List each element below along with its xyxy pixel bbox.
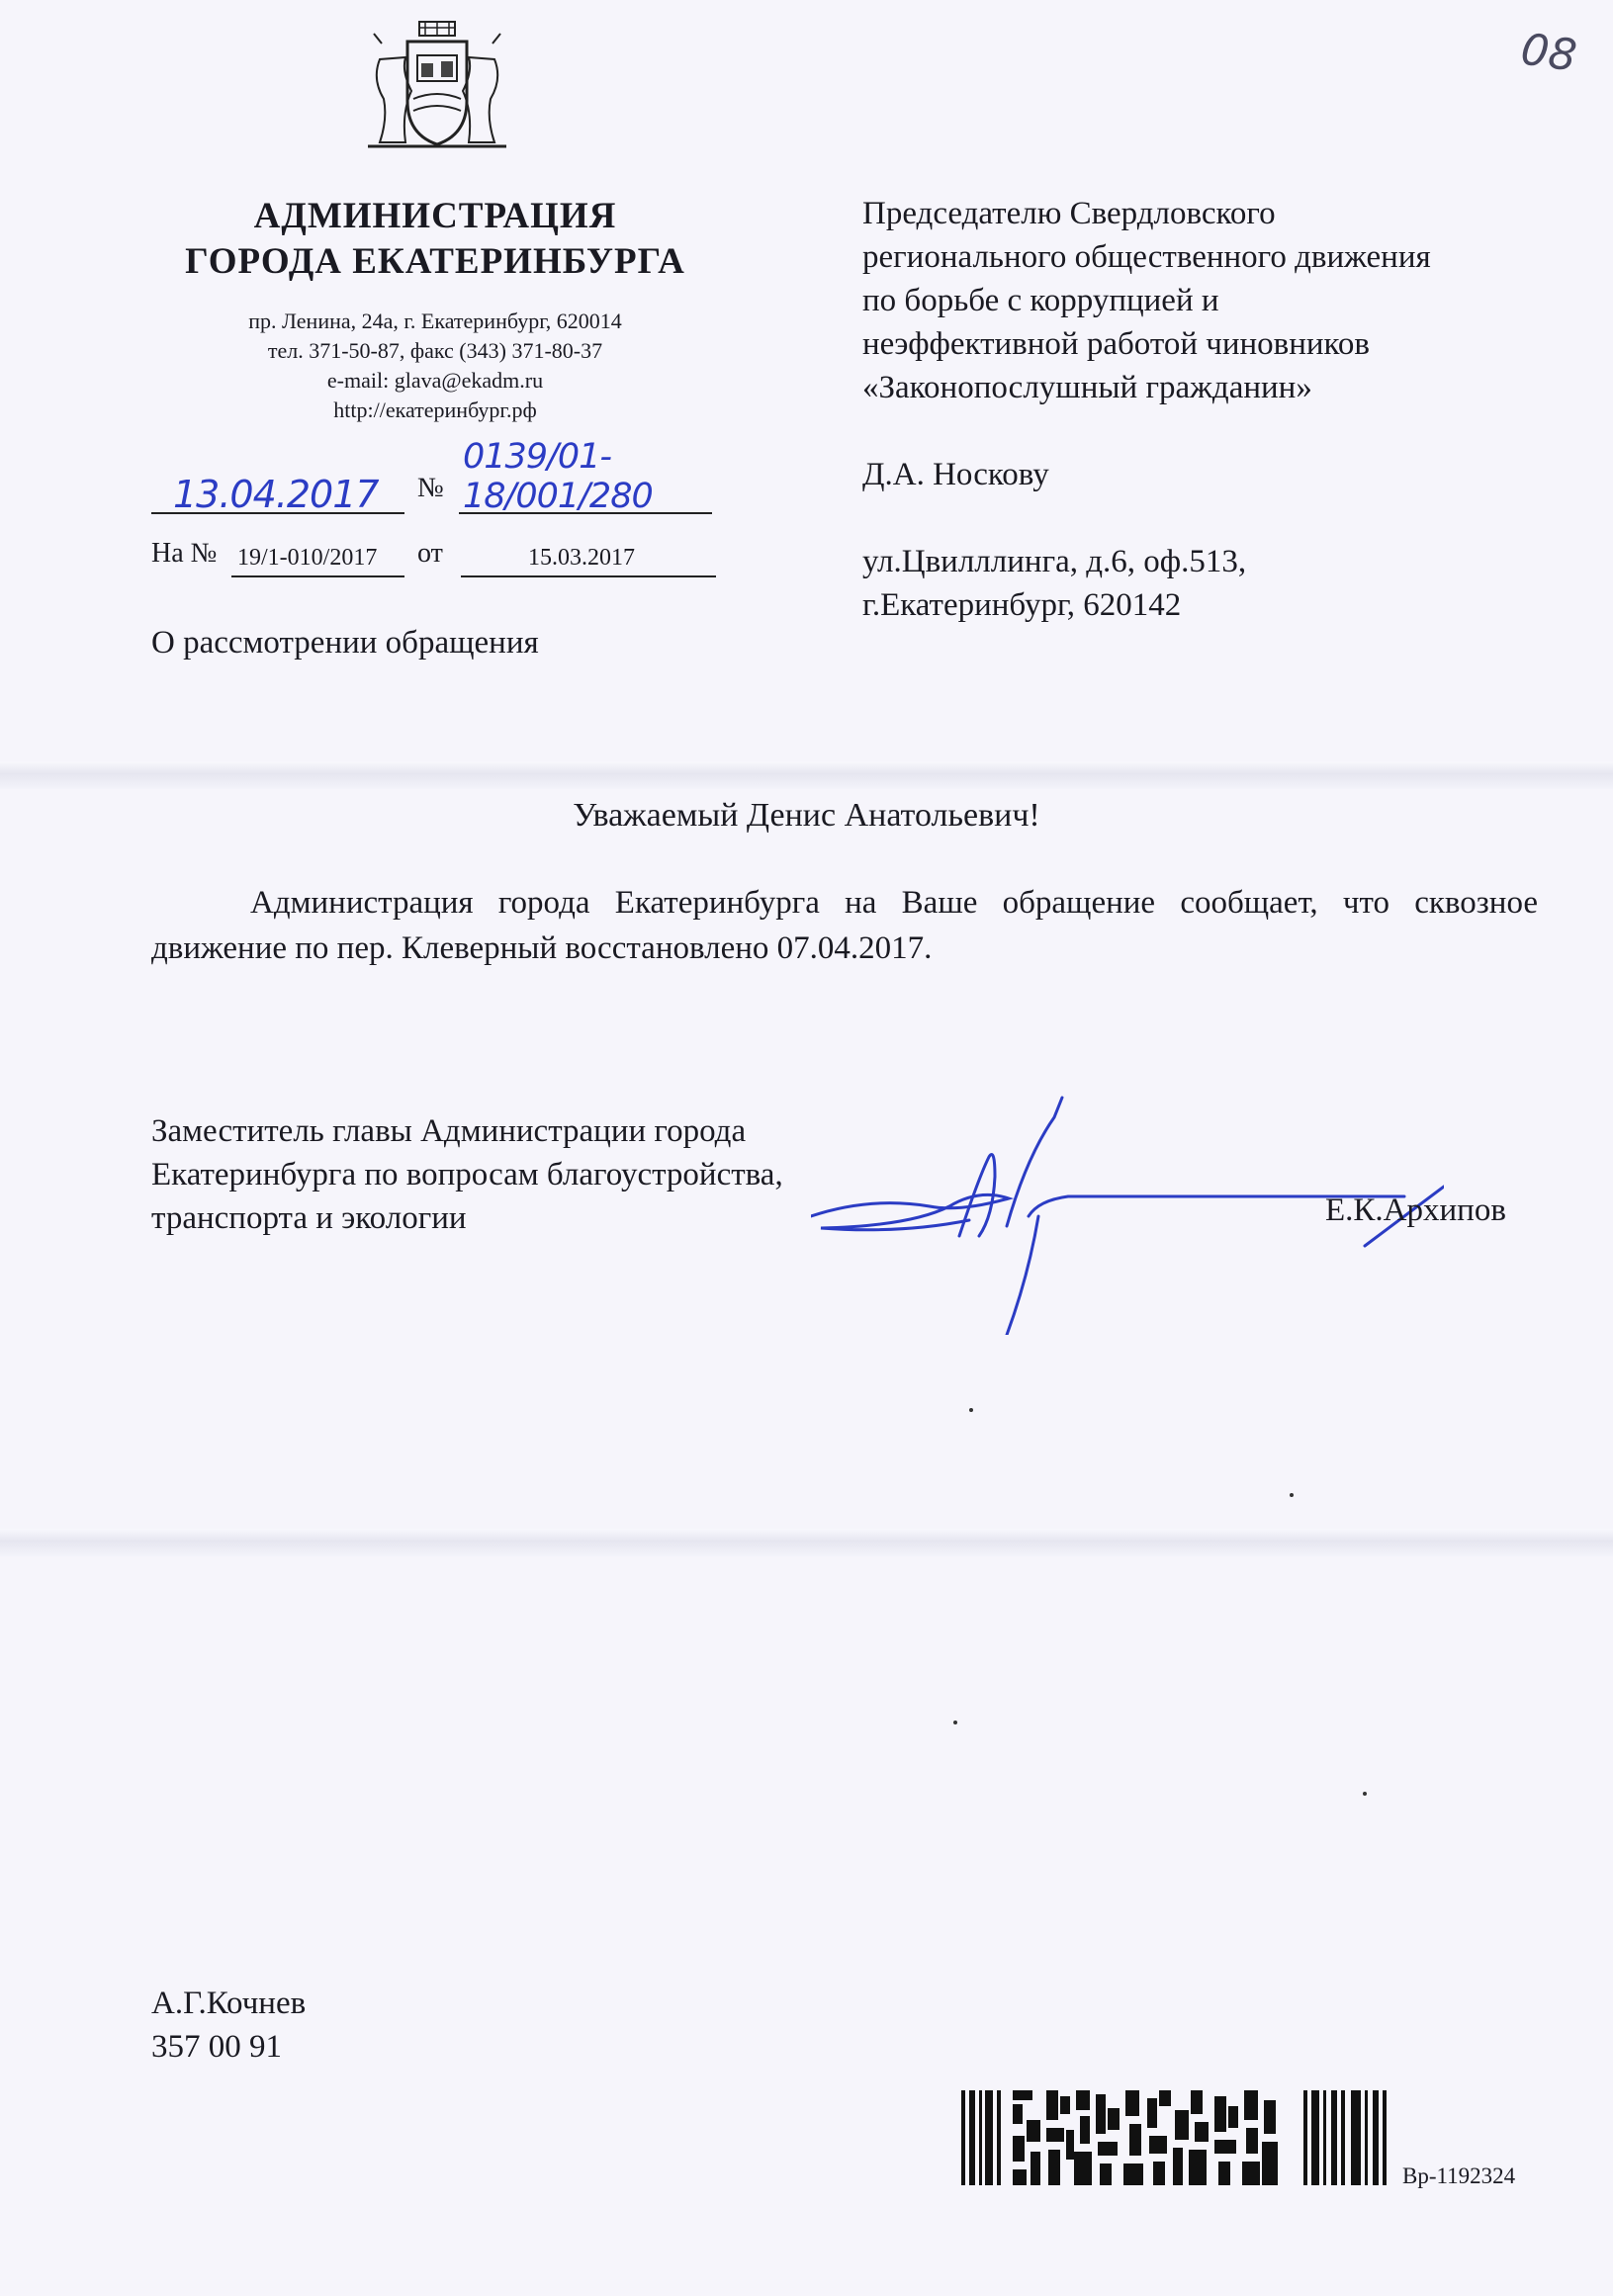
letter-body-text: Администрация города Екатеринбурга на Ваше обращение сообщает, что сквозное движение по пер. Клеверный восстановлено 07.04.2017. [151, 885, 1538, 966]
recipient-line: регионального общественного движения [862, 239, 1431, 275]
sender-line2: ГОРОДА ЕКАТЕРИНБУРГА [185, 241, 685, 282]
paper-fold [0, 761, 1613, 789]
sender-organization [119, 194, 752, 285]
outgoing-number-handwritten: 0139/01-18/001/280 [463, 437, 653, 516]
ref-label: На № [151, 538, 218, 569]
recipient-line: Председателю Свердловского [862, 196, 1276, 231]
paper-fold [0, 1529, 1613, 1556]
signatory-title-line2: Екатеринбурга по вопросам благоустройства, [151, 1157, 783, 1192]
recipient-line: неэффективной работой чиновников [862, 326, 1370, 362]
sender-site: http://екатеринбург.рф [333, 397, 537, 422]
paper-speck [1290, 1493, 1294, 1497]
paper-speck [1363, 1792, 1367, 1796]
ref-date-field [461, 536, 716, 577]
ref-from-label: от [417, 538, 443, 569]
barcode-label: Вр-1192324 [1402, 2164, 1516, 2188]
paper-speck [969, 1408, 973, 1412]
recipient-address-line1: ул.Цвилллинга, д.6, оф.513, [862, 544, 1247, 579]
letter-body [151, 880, 1538, 971]
sender-email: e-mail: glava@ekadm.ru [326, 368, 544, 393]
ref-number-field [231, 536, 404, 577]
executor-block [151, 1982, 306, 2069]
outgoing-number-field [459, 437, 712, 516]
number-label: № [417, 473, 444, 503]
signatory-title-line1: Заместитель главы Администрации города [151, 1113, 747, 1149]
signatory-name: Е.К.Архипов [1325, 1192, 1506, 1228]
executor-phone: 357 00 91 [151, 2029, 282, 2065]
paper-speck [953, 1721, 957, 1724]
recipient-block [862, 192, 1555, 627]
ref-number: 19/1-010/2017 [237, 545, 378, 571]
salutation: Уважаемый Денис Анатольевич! [573, 797, 1040, 834]
page-number-mark: 08 [1517, 24, 1580, 82]
ref-date: 15.03.2017 [528, 545, 635, 571]
recipient-line: по борьбе с коррупцией и [862, 283, 1219, 318]
letter-subject: О рассмотрении обращения [151, 625, 539, 661]
coat-of-arms-emblem [362, 20, 512, 158]
sender-line1: АДМИНИСТРАЦИЯ [253, 196, 617, 236]
signatory-title-line3: транспорта и экологии [151, 1200, 467, 1236]
sender-address: пр. Ленина, 24а, г. Екатеринбург, 620014 [248, 309, 622, 333]
outgoing-date-field [151, 473, 404, 514]
recipient-line: «Законопослушный гражданин» [862, 370, 1312, 405]
recipient-name: Д.А. Носкову [862, 457, 1049, 492]
outgoing-date-handwritten: 13.04.2017 [173, 473, 379, 516]
barcode [961, 2090, 1389, 2185]
sender-phone: тел. 371-50-87, факс (343) 371-80-37 [267, 338, 603, 363]
sender-contacts [158, 307, 712, 425]
executor-name: А.Г.Кочнев [151, 1986, 307, 2021]
recipient-address-line2: г.Екатеринбург, 620142 [862, 587, 1182, 623]
